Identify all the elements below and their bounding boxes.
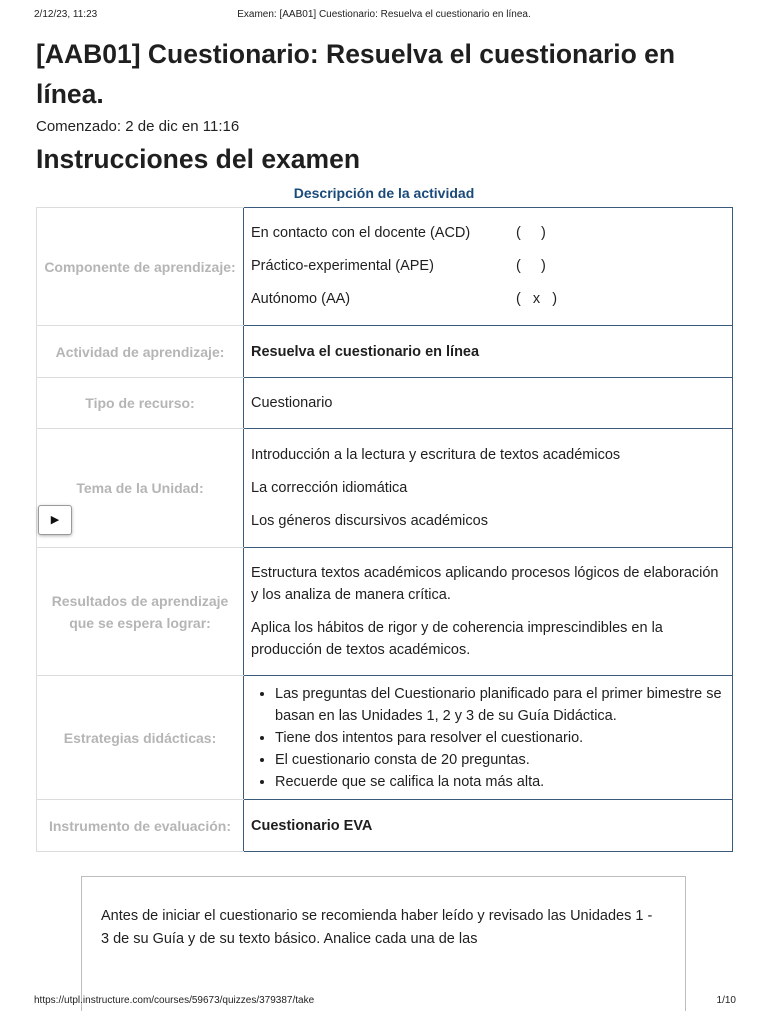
option-label: En contacto con el docente (ACD) xyxy=(251,225,471,241)
label-tema: Tema de la Unidad: ▶ xyxy=(37,429,244,548)
strategy-list xyxy=(251,683,725,793)
print-url: https://utpl.instructure.com/courses/59673/quizzes/379387/take xyxy=(34,995,315,1006)
option-ape xyxy=(251,250,725,283)
resultado-paragraph: Aplica los hábitos de rigor y de coherencia imprescindibles en la producción de textos académicos. xyxy=(251,620,663,658)
list-item: • Recuerde que se califica la nota más alta. xyxy=(275,771,725,793)
activity-table xyxy=(36,207,733,852)
play-icon: ▶ xyxy=(50,514,60,526)
option-mark: ( ) xyxy=(516,225,546,241)
list-item: • Las preguntas del Cuestionario planificado para el primer bimestre se basan en las Unidades 1, 2 y 3 de su Guía Didáctica. xyxy=(275,683,725,727)
option-acd xyxy=(251,217,725,250)
row-actividad xyxy=(37,326,733,378)
value-componente xyxy=(244,208,733,326)
row-estrategias xyxy=(37,676,733,800)
started-timestamp: Comenzado: 2 de dic en 11:16 xyxy=(36,118,240,135)
note-text: Antes de iniciar el cuestionario se recomienda haber leído y revisado las Unidades 1 - 3 de su Guía y de su texto básico. Analice cada una de las xyxy=(101,908,653,947)
value-resultados xyxy=(244,548,733,676)
row-resultados xyxy=(37,548,733,676)
instructions-heading: Instrucciones del examen xyxy=(36,144,361,174)
value-instrumento: Cuestionario EVA xyxy=(244,800,733,852)
print-title: Examen: [AAB01] Cuestionario: Resuelva el cuestionario en línea. xyxy=(237,9,531,20)
row-tema xyxy=(37,429,733,548)
label-componente: Componente de aprendizaje: xyxy=(37,208,244,326)
value-estrategias xyxy=(244,676,733,800)
option-aa xyxy=(251,283,725,316)
row-recurso xyxy=(37,378,733,429)
value-recurso: Cuestionario xyxy=(244,378,733,429)
value-tema xyxy=(244,429,733,548)
option-label: Autónomo (AA) xyxy=(251,291,351,307)
page-counter: 1/10 xyxy=(716,995,736,1006)
option-label: Práctico-experimental (APE) xyxy=(251,258,434,274)
label-resultados: Resultados de aprendizaje que se espera lograr: xyxy=(37,548,244,676)
tema-item: Introducción a la lectura y escritura de textos académicos xyxy=(251,447,621,463)
tema-item: Los géneros discursivos académicos xyxy=(251,513,488,529)
print-header xyxy=(0,9,768,23)
label-actividad: Actividad de aprendizaje: xyxy=(37,326,244,378)
play-button[interactable] xyxy=(38,505,72,535)
label-estrategias: Estrategias didácticas: xyxy=(37,676,244,800)
value-actividad: Resuelva el cuestionario en línea xyxy=(244,326,733,378)
row-componente xyxy=(37,208,733,326)
tema-item: La corrección idiomática xyxy=(251,480,408,496)
list-item: • El cuestionario consta de 20 preguntas. xyxy=(275,749,725,771)
label-instrumento: Instrumento de evaluación: xyxy=(37,800,244,852)
label-recurso: Tipo de recurso: xyxy=(37,378,244,429)
print-footer xyxy=(0,995,768,1009)
list-item: • Tiene dos intentos para resolver el cuestionario. xyxy=(275,727,725,749)
option-mark: ( x ) xyxy=(516,291,558,307)
option-mark: ( ) xyxy=(516,258,546,274)
table-caption: Descripción de la actividad xyxy=(293,185,475,201)
row-instrumento xyxy=(37,800,733,852)
resultado-paragraph: Estructura textos académicos aplicando procesos lógicos de elaboración y los analiza de manera crítica. xyxy=(251,565,719,603)
note-box xyxy=(81,876,686,1011)
print-date: 2/12/23, 11:23 xyxy=(34,9,98,20)
quiz-title: [AAB01] Cuestionario: Resuelva el cuestionario en línea. xyxy=(36,39,676,109)
